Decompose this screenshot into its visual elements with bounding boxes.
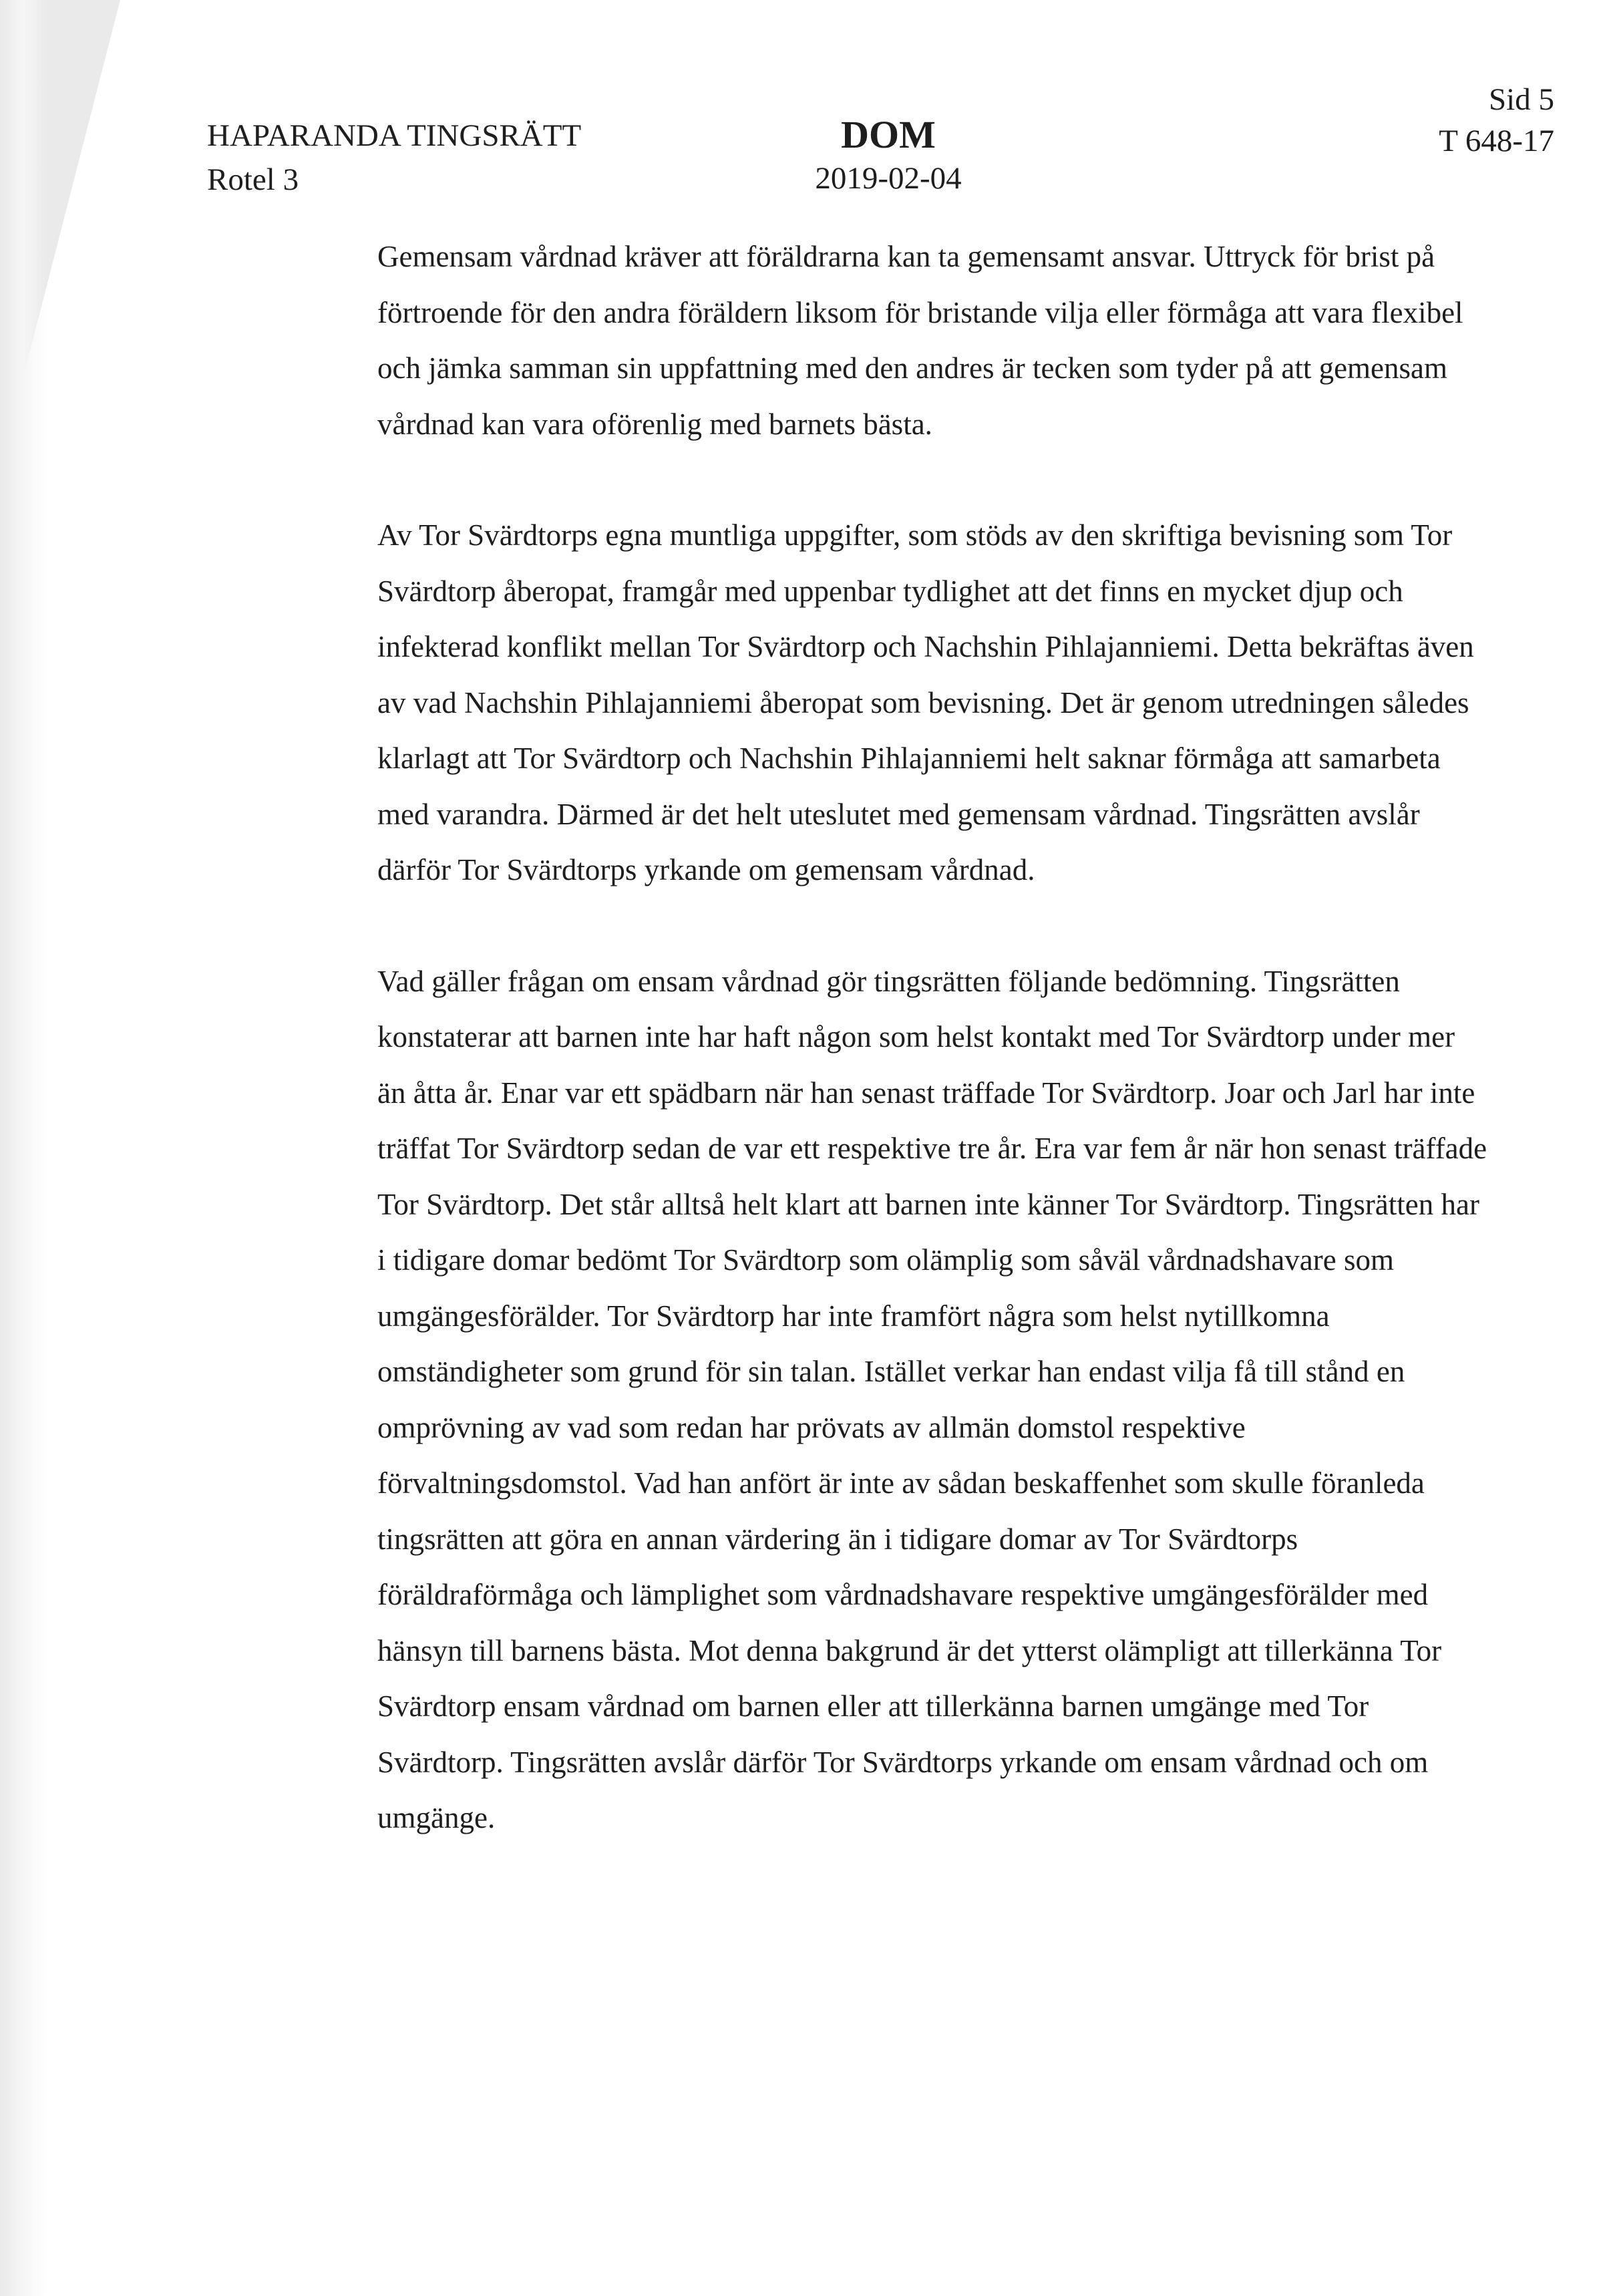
paragraph-joint-custody: Gemensam vårdnad kräver att föräldrarna kan ta gemensamt ansvar. Uttryck för brist på förtroende för den andra föräldern liksom för bristande vilja eller förmåga att vara flexibel och jämka samman sin uppfattning med den andres är tecken som tyder på att gemensam vårdnad kan vara oförenlig med barnets bästa. bbox=[377, 240, 1463, 441]
case-number: T 648-17 bbox=[1439, 124, 1554, 158]
paragraph-sole-custody: Vad gäller frågan om ensam vårdnad gör tingsrätten följande bedömning. Tingsrätten konstaterar att barnen inte har haft någon som helst kontakt med Tor Svärdtorp under mer än åtta år. Enar var ett spädbarn när han senast träffade Tor Svärdtorp. Joar och Jarl har inte träffat Tor Svärdtorp sedan de var ett respektive tre år. Era var fem år när hon senast träffade Tor Svärdtorp. Det står alltså helt klart att barnen inte känner Tor Svärdtorp. Tingsrätten har i tidigare domar bedömt Tor Svärdtorp som olämplig som såväl vårdnadshavare som umgängesförälder. Tor Svärdtorp har inte framfört några som helst nytillkomna omständigheter som grund för sin talan. Istället verkar han endast vilja få till stånd en omprövning av vad som redan har prövats av allmän domstol respektive förvaltningsdomstol. Vad han anfört är inte av sådan beskaffenhet som skulle föranleda tingsrätten att göra en annan värdering än i tidigare domar av Tor Svärdtorps föräldraförmåga och lämplighet som vårdnadshavare respektive umgängesförälder med hänsyn till barnens bästa. Mot denna bakgrund är det ytterst olämpligt att tillerkänna Tor Svärdtorp ensam vårdnad om barnen eller att tillerkänna barnen umgänge med Tor Svärdtorp. Tingsrätten avslår därför Tor Svärdtorps yrkande om ensam vårdnad och om umgänge. bbox=[377, 964, 1487, 1834]
document-date: 2019-02-04 bbox=[815, 161, 962, 196]
header-center bbox=[801, 112, 975, 199]
document-type: DOM bbox=[841, 113, 936, 156]
page-number: Sid 5 bbox=[1489, 82, 1554, 117]
division-label: Rotel 3 bbox=[207, 162, 299, 197]
paragraph-conflict: Av Tor Svärdtorps egna muntliga uppgifter, som stöds av den skriftiga bevisning som Tor Svärdtorp åberopat, framgår med uppenbar tydlighet att det finns en mycket djup och infekterad konflikt mellan Tor Svärdtorp och Nachshin Pihlajanniemi. Detta bekräftas även av vad Nachshin Pihlajanniemi åberopat som bevisning. Det är genom utredningen således klarlagt att Tor Svärdtorp och Nachshin Pihlajanniemi helt saknar förmåga att samarbeta med varandra. Därmed är det helt uteslutet med gemensam vårdnad. Tingsrätten avslår därför Tor Svärdtorps yrkande om gemensam vårdnad. bbox=[377, 518, 1474, 886]
header-left bbox=[207, 114, 581, 202]
court-name: HAPARANDA TINGSRÄTT bbox=[207, 118, 582, 153]
header-right bbox=[1439, 79, 1554, 162]
document-body bbox=[377, 229, 1489, 1846]
scan-edge bbox=[0, 0, 47, 2296]
